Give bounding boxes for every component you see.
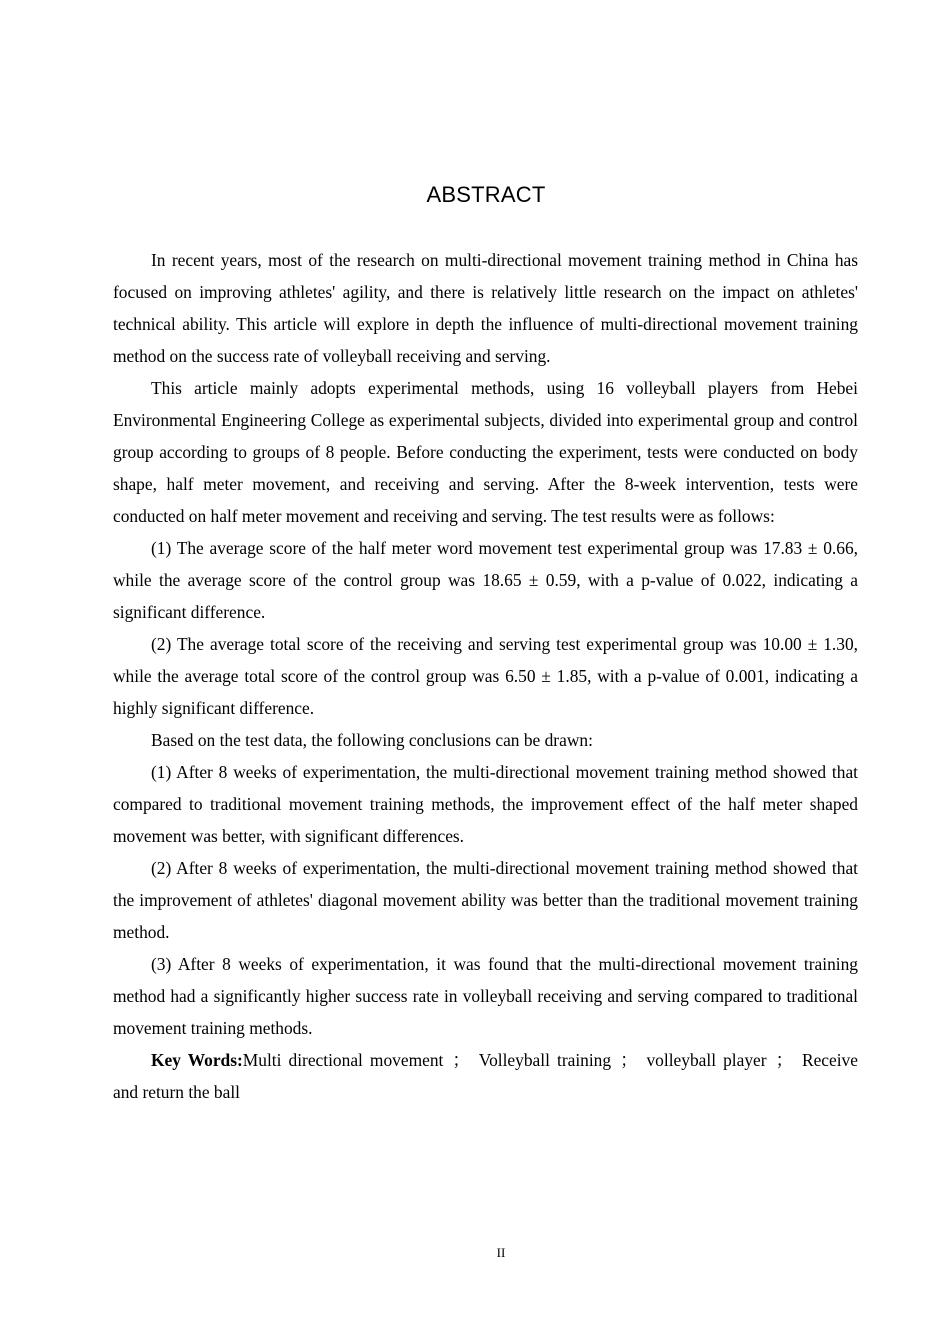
keyword-separator: ；: [775, 1050, 793, 1070]
keyword-item: volleyball player: [646, 1050, 767, 1070]
keywords-label: Key Words:: [151, 1050, 243, 1070]
abstract-paragraph: This article mainly adopts experimental methods, using 16 volleyball players from Hebei Environmental Engineering College as experimental subjects, divided into experimental group and control group according to groups of 8 people. Before conducting the experiment, tests were conducted on body shape, half meter movement, and receiving and serving. After the 8-week intervention, tests were conducted on half meter movement and receiving and serving. The test results were as follows:: [113, 378, 858, 526]
abstract-paragraph: (2) After 8 weeks of experimentation, the multi-directional movement training method showed that the improvement of athletes' diagonal movement ability was better than the traditional movement training method.: [113, 858, 858, 942]
abstract-paragraph: (2) The average total score of the receiving and serving test experimental group was 10.00 ± 1.30, while the average total score of the control group was 6.50 ± 1.85, with a p-value of 0.001, indicating a highly significant difference.: [113, 634, 858, 718]
keyword-item: Multi directional movement: [242, 1050, 444, 1070]
abstract-paragraph: (1) After 8 weeks of experimentation, the multi-directional movement training method showed that compared to traditional movement training methods, the improvement effect of the half meter shaped movement was better, with significant differences.: [113, 762, 858, 846]
abstract-paragraph: Based on the test data, the following conclusions can be drawn:: [151, 730, 593, 750]
keyword-item: Volleyball training: [478, 1050, 612, 1070]
keyword-item: Receive and return the ball: [113, 1050, 858, 1102]
abstract-title: ABSTRACT: [426, 182, 546, 207]
keyword-separator: ；: [452, 1050, 470, 1070]
keywords-paragraph: [113, 1044, 858, 1108]
abstract-body: [113, 244, 858, 1108]
abstract-paragraph: (1) The average score of the half meter word movement test experimental group was 17.83 ± 0.66, while the average score of the control group was 18.65 ± 0.59, with a p-value of 0.022, indicating a significant difference.: [113, 538, 858, 622]
page-number: II: [496, 1245, 506, 1260]
abstract-paragraph: In recent years, most of the research on multi-directional movement training method in China has focused on improving athletes' agility, and there is relatively little research on the impact on athletes' technical ability. This article will explore in depth the influence of multi-directional movement training method on the success rate of volleyball receiving and serving.: [113, 250, 858, 366]
abstract-paragraph: (3) After 8 weeks of experimentation, it was found that the multi-directional movement training method had a significantly higher success rate in volleyball receiving and serving compared to traditional movement training methods.: [113, 954, 858, 1038]
keyword-separator: ；: [620, 1050, 638, 1070]
